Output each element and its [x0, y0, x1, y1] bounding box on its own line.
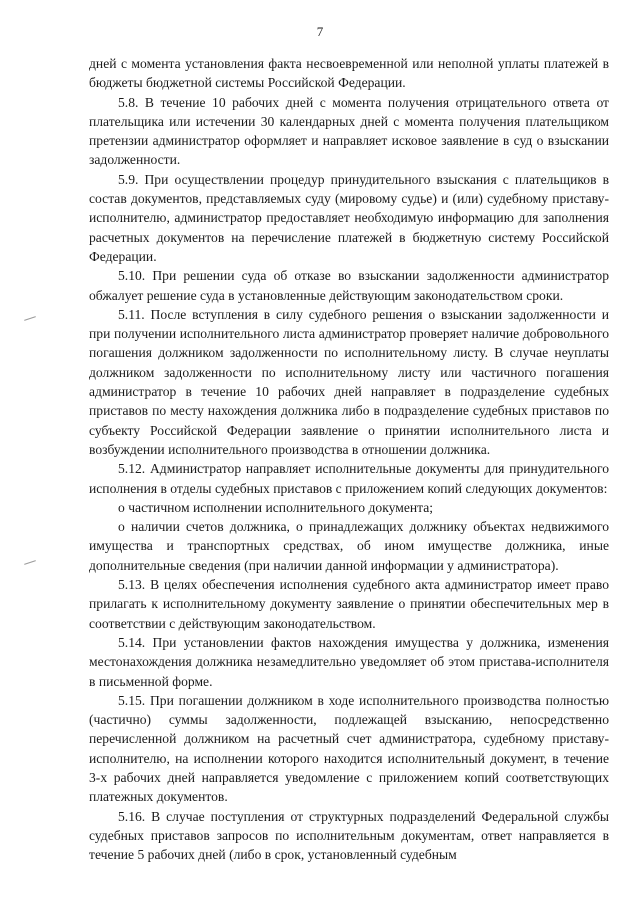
paragraph-5-14: 5.14. При установлении фактов нахождения имущества у должника, изменения местонахождения должника незамедлительно уведомляет об этом пристава-исполнителя в письменной форме. — [89, 634, 609, 689]
document-body — [89, 54, 609, 864]
paragraph-5-11: 5.11. После вступления в силу судебного решения о взыскании задолженности и при получении исполнительного листа администратор проверяет наличие добровольного погашения должником задолженности по исполнительному листу. В случае неуплаты должником задолженности по исполнительному листу или частичного погашения администратор в течение 10 рабочих дней направляет в подразделение судебных приставов по месту нахождения должника либо в подразделение судебных приставов по субъекту Российской Федерации заявление о принятии исполнительного листа и возбуждении исполнительного производства в отношении должника. — [89, 306, 609, 457]
list-item-debtor-assets: о наличии счетов должника, о принадлежащих должнику объектах недвижимого имущества и транспортных средствах, об ином имуществе должника, иные дополнительные сведения (при наличии данной информации у администратора). — [89, 519, 609, 573]
scan-mark — [24, 560, 36, 565]
paragraph-5-13: 5.13. В целях обеспечения исполнения судебного акта администратор имеет право прилагать к исполнительному документу заявление о принятии обеспечительных мер в соответствии с действующим законодательством. — [89, 577, 609, 631]
page-number: 7 — [316, 24, 324, 39]
paragraph-5-16: 5.16. В случае поступления от структурных подразделений Федеральной службы судебных приставов запросов по исполнительным документам, ответ направляется в течение 5 рабочих дней (либо в срок, установленный судебным — [89, 808, 609, 863]
paragraph-continuation: дней с момента установления факта несвоевременной или неполной уплаты платежей в бюджеты бюджетной системы Российской Федерации. — [89, 56, 609, 91]
paragraph-5-8: 5.8. В течение 10 рабочих дней с момента получения отрицательного ответа от плательщика или истечении 30 календарных дней с момента получения плательщиком претензии администратор оформляет и направляет исковое заявление в суд о взыскании задолженности. — [89, 94, 609, 168]
paragraph-5-10: 5.10. При решении суда об отказе во взыскании задолженности администратор обжалует решение суда в установленные действующим законодательством сроки. — [89, 268, 609, 303]
paragraph-5-9: 5.9. При осуществлении процедур принудительного взыскания с плательщиков в состав документов, представляемых суду (мировому судье) и (или) судебному приставу-исполнителю, администратор предоставляет необходимую информацию для заполнения расчетных документов на перечисление платежей в бюджетную систему Российской Федерации. — [89, 171, 609, 264]
paragraph-5-12: 5.12. Администратор направляет исполнительные документы для принудительного исполнения в отделы судебных приставов с приложением копий следующих документов: — [89, 461, 609, 496]
scan-mark — [24, 316, 36, 321]
paragraph-5-15: 5.15. При погашении должником в ходе исполнительного производства полностью (частично) суммы задолженности, подлежащей взысканию, непосредственно перечисленной должником на расчетный счет администратора, судебному приставу-исполнителю, на исполнении которого находится исполнительный документ, в течение 3-х рабочих дней направляется уведомление с приложением копий соответствующих платежных документов. — [89, 692, 609, 805]
list-item-partial-execution: о частичном исполнении исполнительного документа; — [118, 499, 434, 515]
